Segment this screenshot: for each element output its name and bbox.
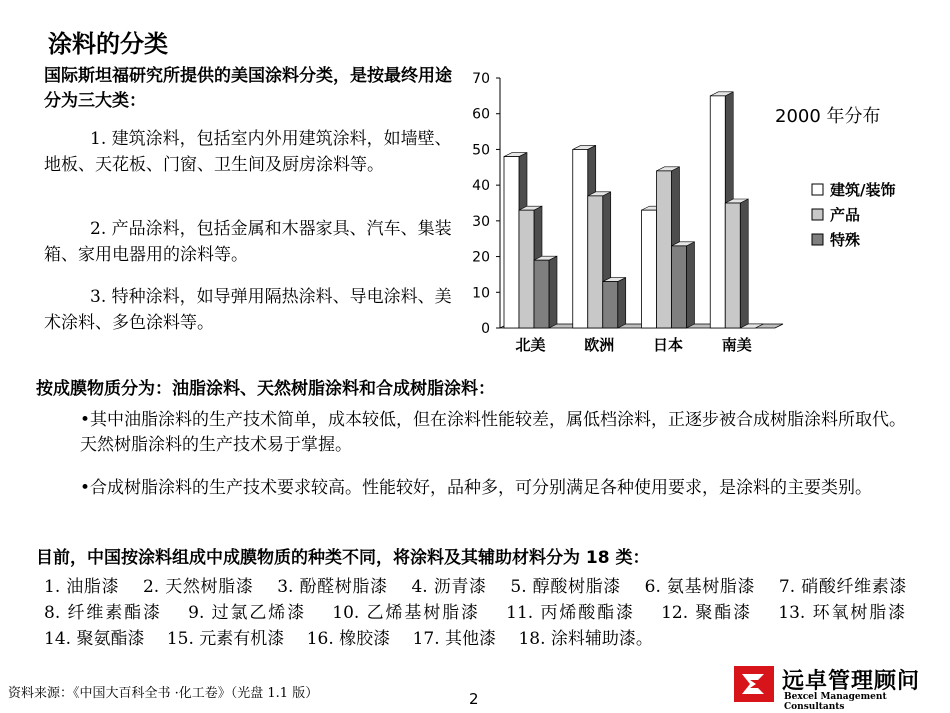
bar [534, 260, 549, 328]
china-category-item: 3. 酚醛树脂漆 [277, 577, 388, 597]
china-category-item: 1. 油脂漆 [44, 577, 120, 597]
china-category-item: 15. 元素有机漆 [166, 629, 285, 649]
legend-label: 特殊 [830, 231, 861, 249]
y-tick-label: 60 [472, 106, 490, 123]
china-category-item: 17. 其他漆 [412, 629, 497, 649]
y-tick-label: 20 [472, 249, 490, 266]
legend-label: 建筑/装饰 [830, 181, 896, 199]
page-title: 涂料的分类 [48, 30, 168, 58]
use-category-architectural: 1. 建筑涂料，包括室内外用建筑涂料，如墙壁、地板、天花板、门窗、卫生间及厨房涂料等。 [44, 129, 452, 175]
bar [588, 196, 603, 328]
chart-title: 2000 年分布 [775, 106, 881, 127]
china-category-item: 9. 过氯乙烯漆 [188, 603, 307, 623]
x-category-label: 日本 [652, 336, 684, 354]
y-tick-label: 10 [472, 285, 490, 302]
film-heading: 按成膜物质分为：油脂涂料、天然树脂涂料和合成树脂涂料： [36, 379, 495, 399]
bar-side [618, 278, 626, 328]
film-bullet: •合成树脂涂料的生产技术要求较高。性能较好，品种多，可分别满足各种使用要求，是涂料的主要类别。 [80, 478, 873, 498]
source-note: 资料来源：《中国大百科全书 ·化工卷》（光盘 1.1 版） [8, 686, 319, 701]
logo-chinese-name: 远卓管理顾问 [782, 668, 921, 694]
china-category-item: 2. 天然树脂漆 [142, 577, 254, 597]
bar [642, 210, 657, 328]
china-category-item: 5. 醇酸树脂漆 [510, 577, 621, 597]
logo-mark-icon [734, 666, 774, 702]
legend-swatch [812, 209, 823, 220]
china-category-item: 11. 丙烯酸酯漆 [506, 603, 635, 623]
china-category-item: 12. 聚酯漆 [661, 603, 753, 623]
china-category-item: 8. 纤维素酯漆 [44, 603, 162, 623]
logo-english-name: Bexcel Management Consultants [784, 692, 887, 712]
use-category-special: 3. 特种涂料，如导弹用隔热涂料、导电涂料、美术涂料、多色涂料等。 [44, 287, 452, 333]
page-number: 2 [469, 690, 479, 708]
y-tick-label: 0 [481, 321, 490, 337]
bar [725, 203, 740, 328]
bar [573, 149, 588, 328]
legend-swatch [812, 234, 823, 245]
china-classification-list [44, 574, 924, 652]
y-tick-label: 40 [472, 178, 490, 195]
china-category-item: 13. 环氧树脂漆 [778, 603, 908, 623]
bar [603, 282, 618, 328]
x-category-label: 南美 [721, 336, 752, 354]
bar [519, 210, 534, 328]
legend-label: 产品 [830, 206, 861, 224]
company-logo [734, 664, 934, 712]
classification-intro: 国际斯坦福研究所提供的美国涂料分类，是按最终用途分为三大类： [44, 66, 452, 111]
y-tick-label: 70 [472, 71, 490, 87]
bar [657, 171, 672, 328]
bar-side [549, 256, 557, 328]
y-tick-label: 30 [472, 213, 490, 230]
film-bullet: •其中油脂涂料的生产技术简单，成本较低，但在涂料性能较差，属低档涂料，正逐步被合成树脂涂料所取代。天然树脂涂料的生产技术易于掌握。 [80, 410, 907, 455]
bar-side [687, 242, 695, 328]
coatings-bar-chart [460, 66, 950, 366]
legend-swatch [812, 184, 823, 195]
bar-side [740, 199, 748, 328]
china-category-item: 4. 沥青漆 [411, 577, 487, 597]
bar [710, 96, 725, 328]
bar [672, 246, 687, 328]
china-category-item: 18. 涂料辅助漆。 [518, 629, 653, 649]
y-tick-label: 50 [472, 142, 490, 159]
china-category-item: 16. 橡胶漆 [306, 629, 391, 649]
china-category-item: 10. 乙烯基树脂漆 [332, 603, 480, 623]
bar [504, 157, 519, 328]
china-heading: 目前，中国按涂料组成中成膜物质的种类不同，将涂料及其辅助材料分为 18 类： [36, 548, 650, 568]
china-category-item: 7. 硝酸纤维素漆 [778, 577, 908, 597]
use-category-product: 2. 产品涂料，包括金属和木器家具、汽车、集装箱、家用电器用的涂料等。 [44, 219, 452, 265]
china-category-item: 14. 聚氨酯漆 [44, 629, 145, 649]
x-category-label: 欧洲 [584, 336, 615, 354]
x-category-label: 北美 [515, 336, 546, 354]
china-category-item: 6. 氨基树脂漆 [644, 577, 756, 597]
